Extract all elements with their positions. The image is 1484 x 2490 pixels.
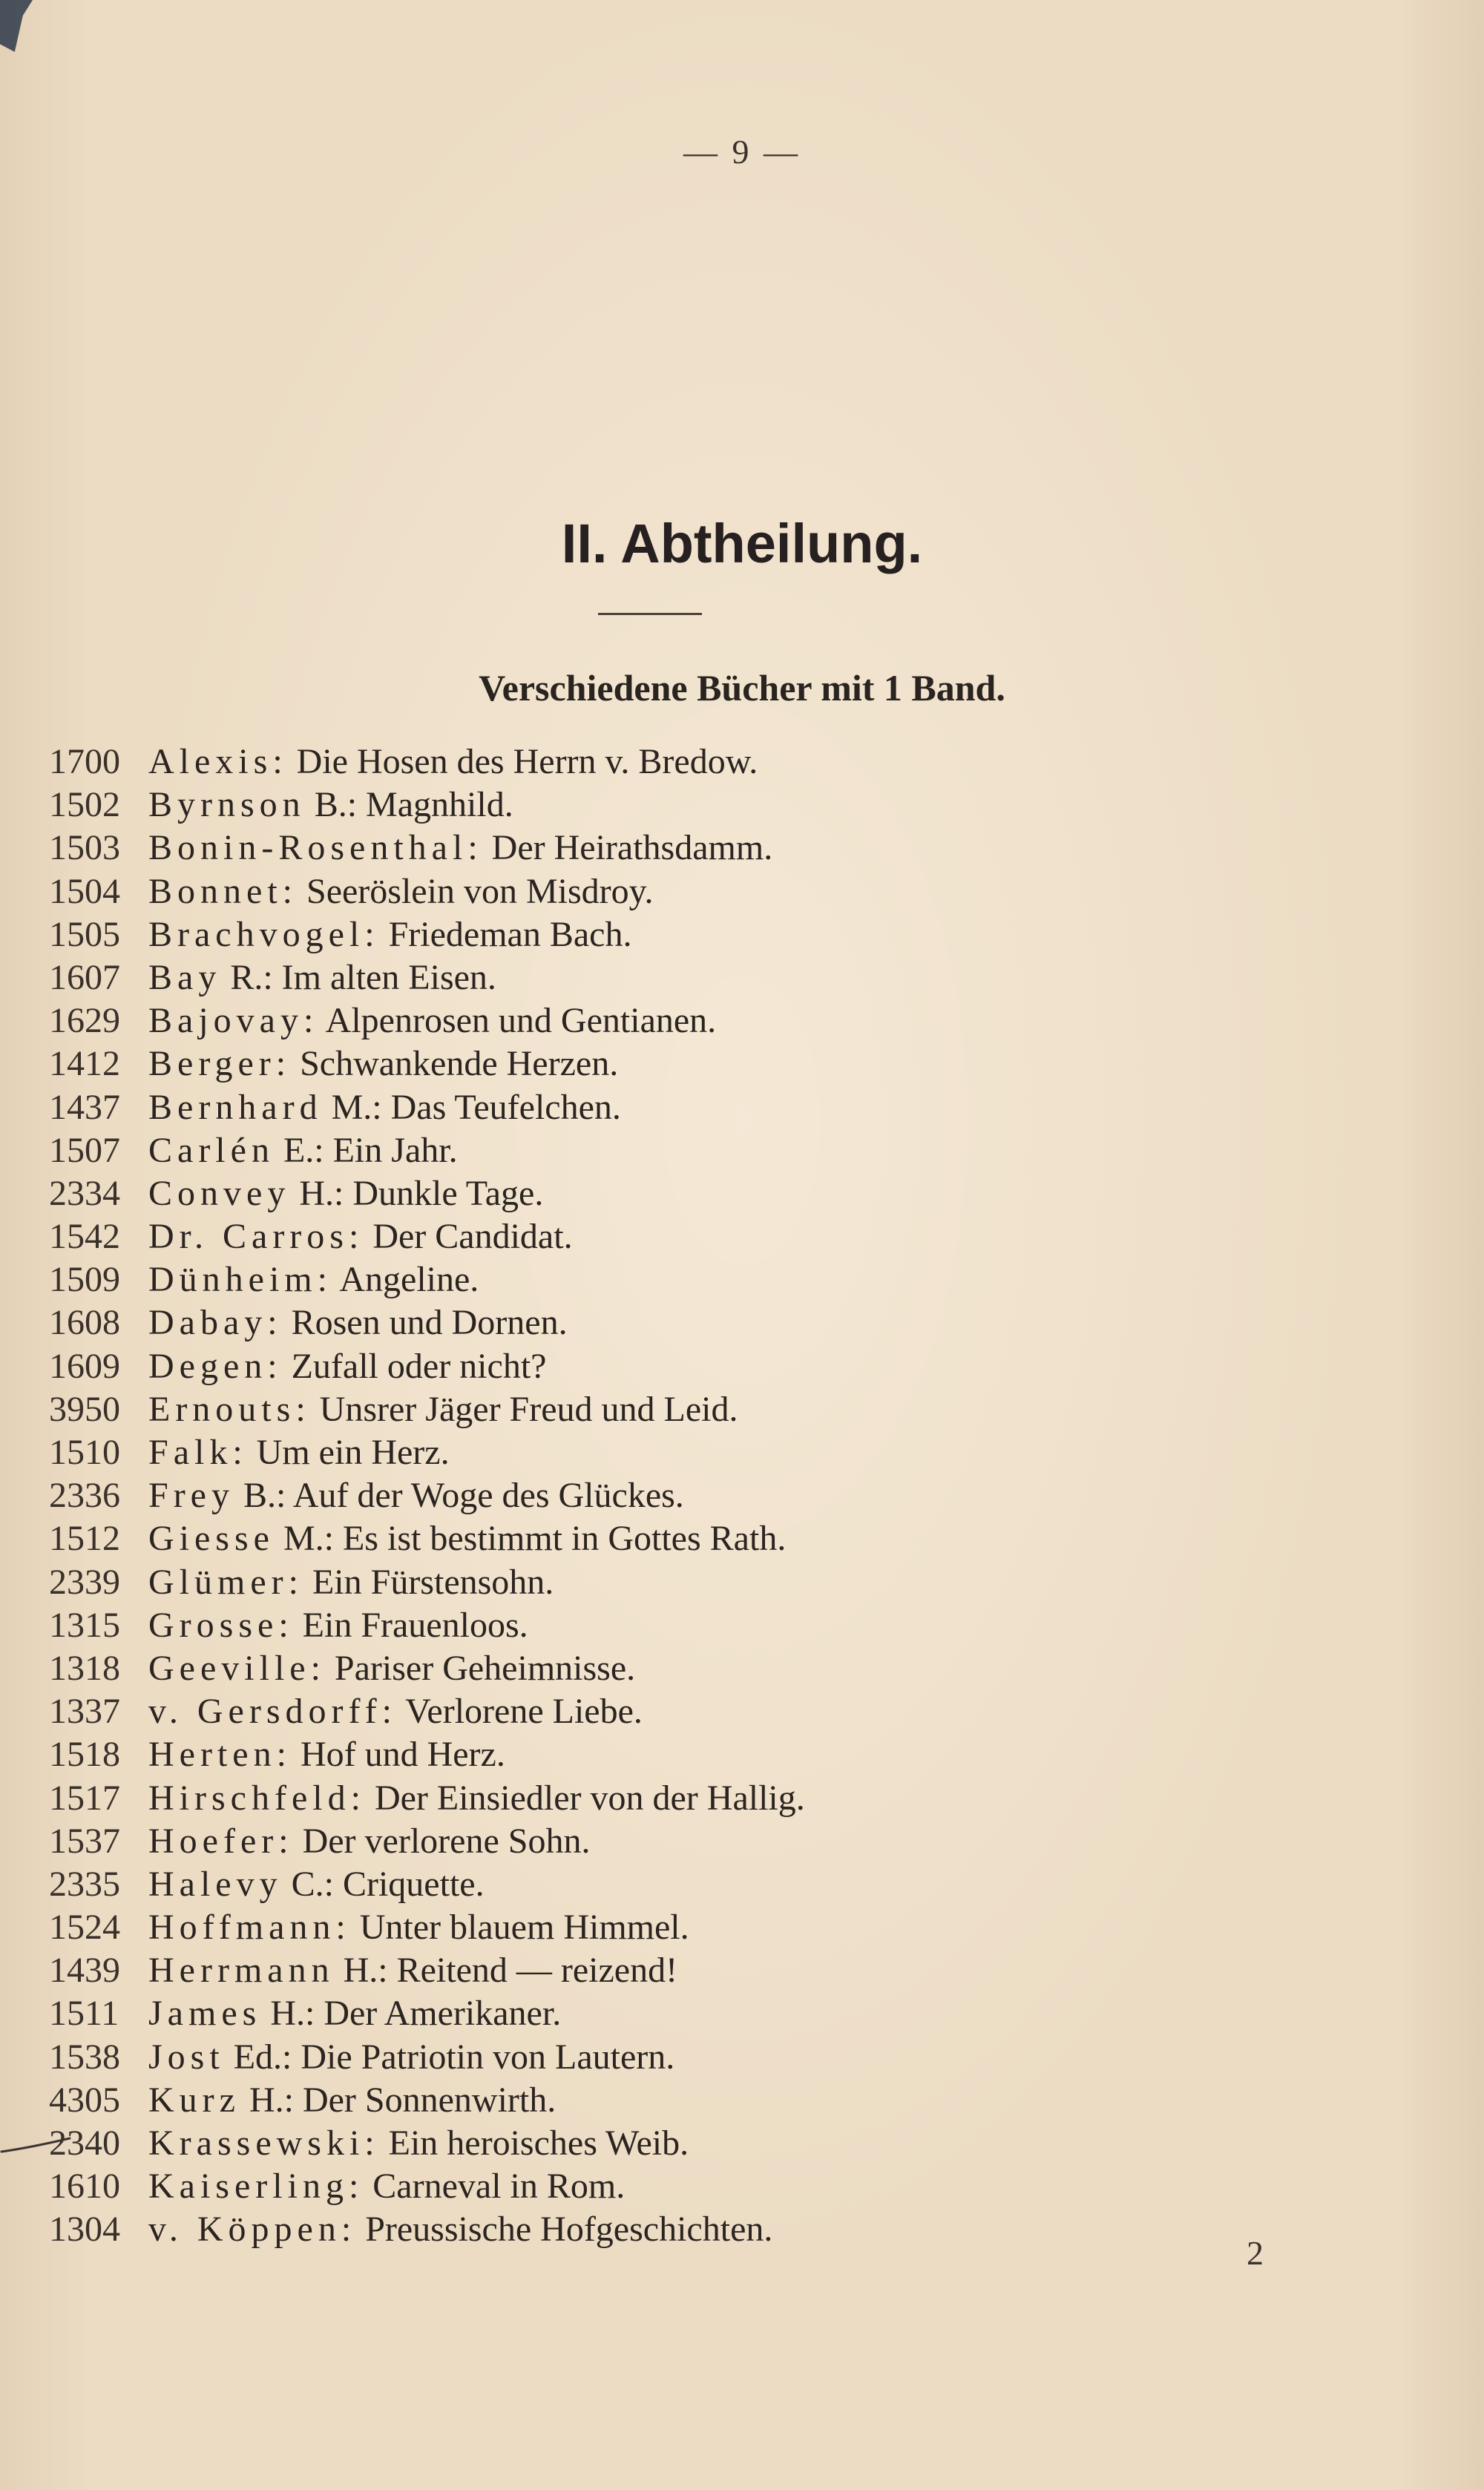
entry-number: 1538 — [49, 2037, 120, 2077]
entry-author: Dr. Carros: — [148, 1217, 364, 1257]
list-item — [49, 2208, 1088, 2251]
entry-number: 1511 — [49, 1994, 119, 2034]
list-item — [49, 1992, 1088, 2035]
entry-number: 1437 — [49, 1087, 120, 1127]
entry-title: Um ein Herz. — [256, 1433, 450, 1472]
entry-author: Alexis: — [148, 742, 288, 781]
entry-title: H.: Der Sonnenwirth. — [249, 2080, 556, 2120]
entry-title: H.: Der Amerikaner. — [270, 1994, 562, 2034]
entry-title: R.: Im alten Eisen. — [230, 957, 496, 997]
entry-title: Carneval in Rom. — [372, 2167, 626, 2207]
list-item — [49, 1604, 1088, 1647]
entry-author: Kurz — [148, 2080, 240, 2120]
entry-title: B.: Magnhild. — [314, 785, 513, 825]
entry-author: Berger: — [148, 1044, 292, 1084]
entry-title: B.: Auf der Woge des Glückes. — [243, 1476, 684, 1516]
list-item — [49, 999, 1088, 1042]
entry-author: Convey — [148, 1173, 291, 1213]
list-item — [49, 2165, 1088, 2208]
list-item — [49, 1345, 1088, 1388]
entry-author: Frey — [148, 1476, 234, 1516]
list-item — [49, 1215, 1088, 1258]
entry-author: Bonnet: — [148, 871, 298, 911]
entry-title: H.: Reitend — reizend! — [343, 1951, 678, 1991]
entry-author: Krassewski: — [148, 2123, 380, 2163]
entry-author: Bonin-Rosenthal: — [148, 828, 483, 868]
entry-author: Geeville: — [148, 1648, 326, 1688]
entry-title: Rosen und Dornen. — [291, 1303, 568, 1343]
entry-author: Hoefer: — [148, 1821, 294, 1861]
entry-title: Schwankende Herzen. — [300, 1044, 619, 1084]
entry-title: E.: Ein Jahr. — [283, 1130, 458, 1170]
entry-number: 1537 — [49, 1821, 120, 1861]
entry-title: Zufall oder nicht? — [291, 1346, 547, 1386]
list-item — [49, 1949, 1088, 1992]
list-item — [49, 1820, 1088, 1863]
entry-number: 1610 — [49, 2167, 120, 2207]
entry-author: Bajovay: — [148, 1001, 319, 1041]
entry-author: v. Köppen: — [148, 2210, 357, 2250]
list-item — [49, 1690, 1088, 1733]
list-item — [49, 1647, 1088, 1690]
list-item — [49, 1172, 1088, 1215]
entry-title: M.: Das Teufelchen. — [331, 1087, 621, 1127]
entry-author: Ernouts: — [148, 1389, 311, 1429]
entry-title: Alpenrosen und Gentianen. — [325, 1001, 717, 1041]
list-item — [49, 1042, 1088, 1085]
entry-number: 2336 — [49, 1476, 120, 1516]
list-item — [49, 1906, 1088, 1949]
entry-number: 3950 — [49, 1389, 120, 1429]
pencil-mark-icon — [0, 2129, 71, 2159]
title-divider — [598, 613, 702, 615]
entry-author: Degen: — [148, 1346, 283, 1386]
section-subtitle: Verschiedene Bücher mit 1 Band. — [479, 667, 1005, 709]
entry-author: Hirschfeld: — [148, 1778, 366, 1818]
entry-number: 1318 — [49, 1648, 120, 1688]
entry-title: Die Hosen des Herrn v. Bredow. — [296, 742, 758, 781]
entry-title: Angeline. — [339, 1260, 479, 1300]
list-item — [49, 2036, 1088, 2079]
entry-number: 1315 — [49, 1605, 120, 1645]
entry-title: Verlorene Liebe. — [405, 1692, 643, 1732]
entry-number: 1502 — [49, 785, 120, 825]
list-item — [49, 1086, 1088, 1129]
entry-number: 1504 — [49, 871, 120, 911]
entry-title: Der Einsiedler von der Hallig. — [374, 1778, 805, 1818]
entry-author: Glümer: — [148, 1562, 303, 1602]
entry-author: Bernhard — [148, 1087, 323, 1127]
entry-author: Brachvogel: — [148, 914, 380, 954]
entry-author: Herrmann — [148, 1951, 335, 1991]
entry-title: Preussische Hofgeschichten. — [365, 2210, 773, 2250]
entry-author: Halevy — [148, 1864, 283, 1904]
list-item — [49, 784, 1088, 827]
entry-number: 4305 — [49, 2080, 120, 2120]
entry-author: Carlén — [148, 1130, 275, 1170]
list-item — [49, 1733, 1088, 1776]
entry-number: 1608 — [49, 1303, 120, 1343]
entry-title: Unsrer Jäger Freud und Leid. — [319, 1389, 738, 1429]
entry-title: M.: Es ist bestimmt in Gottes Rath. — [283, 1519, 787, 1559]
entry-title: H.: Dunkle Tage. — [299, 1173, 544, 1213]
entry-title: Ein heroisches Weib. — [388, 2123, 689, 2163]
list-item — [49, 1561, 1088, 1604]
entry-number: 1524 — [49, 1908, 120, 1948]
entry-title: Hof und Herz. — [300, 1735, 505, 1775]
entry-author: Herten: — [148, 1735, 292, 1775]
entry-author: Dabay: — [148, 1303, 283, 1343]
entry-title: Ein Fürstensohn. — [312, 1562, 554, 1602]
entry-author: James — [148, 1994, 262, 2034]
signature-mark: 2 — [1247, 2234, 1264, 2272]
entry-author: Dünheim: — [148, 1260, 332, 1300]
entry-author: Hoffmann: — [148, 1908, 351, 1948]
entry-number: 1512 — [49, 1519, 120, 1559]
entry-number: 2335 — [49, 1864, 120, 1904]
list-item — [49, 870, 1088, 913]
entry-number: 2340 — [49, 2123, 120, 2163]
entry-number: 1304 — [49, 2210, 120, 2250]
page-number: — 9 — — [683, 133, 801, 171]
entry-number: 1607 — [49, 957, 120, 997]
entry-author: v. Gersdorff: — [148, 1692, 397, 1732]
entry-number: 1517 — [49, 1778, 120, 1818]
entry-number: 2339 — [49, 1562, 120, 1602]
entry-number: 1518 — [49, 1735, 120, 1775]
entry-title: Der Heirathsdamm. — [491, 828, 773, 868]
list-item — [49, 1777, 1088, 1820]
entry-number: 1505 — [49, 914, 120, 954]
list-item — [49, 913, 1088, 956]
entry-number: 1337 — [49, 1692, 120, 1732]
entry-number: 1700 — [49, 742, 120, 781]
entry-number: 1503 — [49, 828, 120, 868]
corner-ink-mark — [0, 0, 33, 52]
book-list — [49, 740, 1088, 2252]
entry-number: 2334 — [49, 1173, 120, 1213]
entry-title: Der verlorene Sohn. — [302, 1821, 591, 1861]
list-item — [49, 1863, 1088, 1906]
entry-title: Ed.: Die Patriotin von Lautern. — [233, 2037, 675, 2077]
entry-title: C.: Criquette. — [291, 1864, 485, 1904]
list-item — [49, 1517, 1088, 1560]
entry-number: 1412 — [49, 1044, 120, 1084]
entry-author: Grosse: — [148, 1605, 294, 1645]
list-item — [49, 1431, 1088, 1474]
entry-number: 1509 — [49, 1260, 120, 1300]
entry-title: Friedeman Bach. — [388, 914, 632, 954]
entry-number: 1510 — [49, 1433, 120, 1472]
entry-number: 1609 — [49, 1346, 120, 1386]
entry-author: Bay — [148, 957, 222, 997]
entry-number: 1439 — [49, 1951, 120, 1991]
entry-title: Unter blauem Himmel. — [359, 1908, 689, 1948]
list-item — [49, 1129, 1088, 1172]
list-item — [49, 1301, 1088, 1344]
entry-title: Seeröslein von Misdroy. — [306, 871, 654, 911]
section-title: II. Abtheilung. — [561, 513, 923, 574]
entry-title: Ein Frauenloos. — [302, 1605, 528, 1645]
entry-number: 1507 — [49, 1130, 120, 1170]
list-item — [49, 1474, 1088, 1517]
list-item — [49, 2122, 1088, 2165]
entry-number: 1629 — [49, 1001, 120, 1041]
entry-author: Byrnson — [148, 785, 306, 825]
entry-title: Pariser Geheimnisse. — [334, 1648, 636, 1688]
entry-author: Jost — [148, 2037, 225, 2077]
entry-title: Der Candidat. — [372, 1217, 573, 1257]
entry-author: Falk: — [148, 1433, 248, 1472]
list-item — [49, 827, 1088, 870]
entry-number: 1542 — [49, 1217, 120, 1257]
entry-author: Kaiserling: — [148, 2167, 364, 2207]
list-item — [49, 1388, 1088, 1431]
list-item — [49, 740, 1088, 784]
entry-author: Giesse — [148, 1519, 275, 1559]
list-item — [49, 2079, 1088, 2122]
list-item — [49, 956, 1088, 999]
list-item — [49, 1258, 1088, 1301]
